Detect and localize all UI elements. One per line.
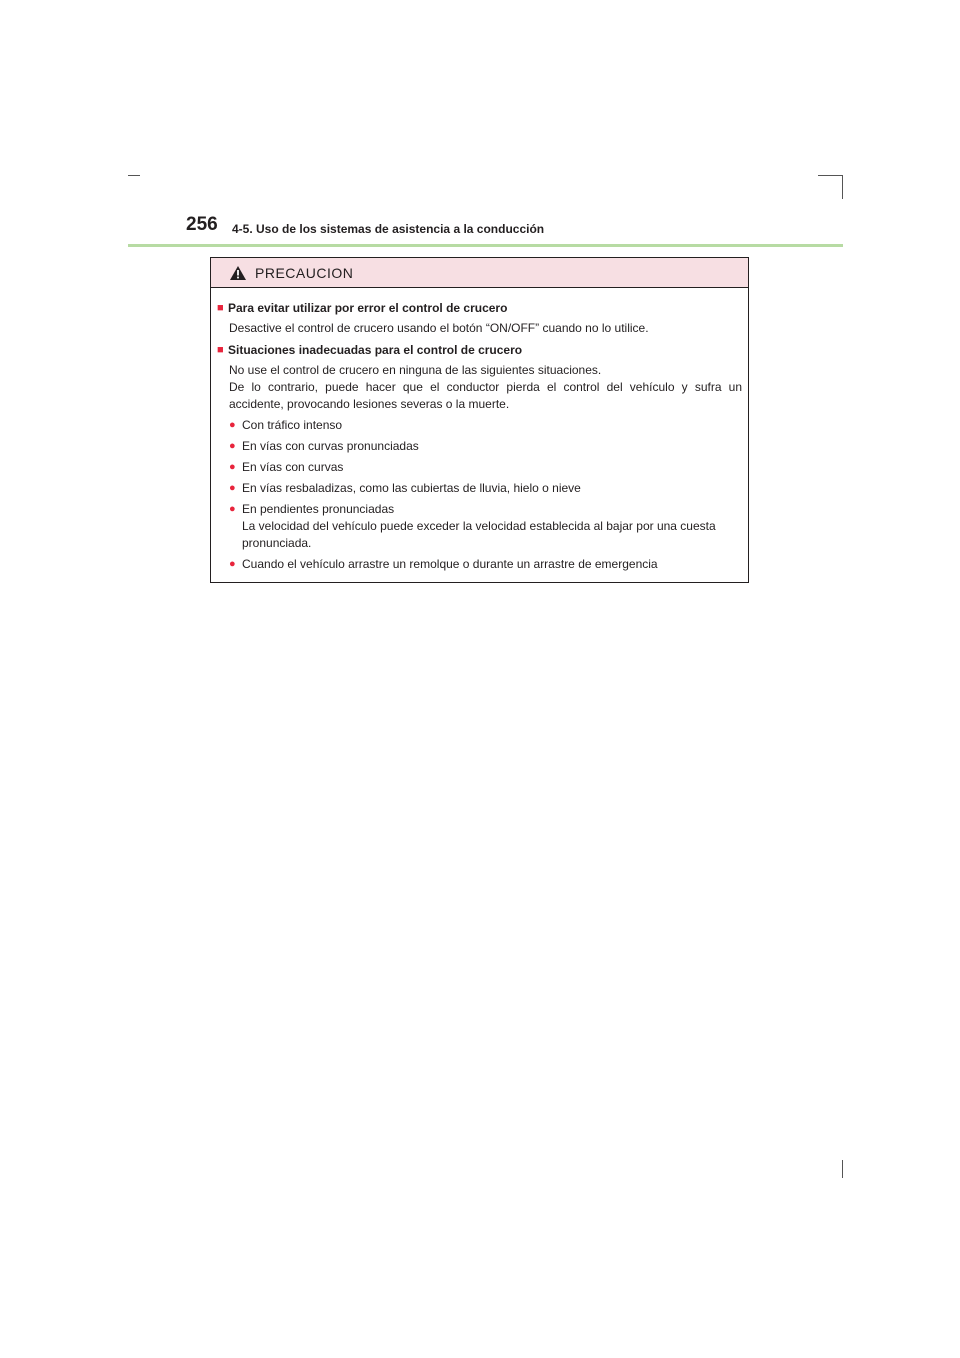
section-heading bbox=[217, 300, 742, 317]
section-text bbox=[217, 362, 742, 413]
section-heading bbox=[217, 342, 742, 359]
list-item bbox=[217, 459, 742, 476]
list-item-content bbox=[242, 501, 742, 552]
list-item-text: Con tráfico intenso bbox=[242, 418, 343, 432]
header-rule bbox=[128, 244, 843, 247]
square-bullet-icon: ■ bbox=[217, 344, 224, 356]
list-item bbox=[217, 480, 742, 497]
list-item bbox=[217, 438, 742, 455]
list-item-detail: La velocidad del vehículo puede exceder la velocidad establecida al bajar por una cuesta pronunciada. bbox=[242, 519, 716, 550]
list-item bbox=[217, 501, 742, 552]
crop-mark-bottom-right bbox=[842, 1160, 843, 1178]
crop-mark-top-left bbox=[128, 175, 140, 176]
crop-mark-top-right-v bbox=[842, 175, 843, 199]
round-bullet-icon: ● bbox=[229, 461, 236, 473]
section-heading-text: Situaciones inadecuadas para el control de crucero bbox=[228, 343, 523, 357]
list-item-text: Cuando el vehículo arrastre un remolque o durante un arrastre de emergencia bbox=[242, 557, 658, 571]
round-bullet-icon: ● bbox=[229, 440, 236, 452]
list-item bbox=[217, 556, 742, 573]
section-heading-text: Para evitar utilizar por error el control de crucero bbox=[228, 301, 508, 315]
list-item-text: En vías con curvas bbox=[242, 460, 344, 474]
page-number: 256 bbox=[186, 214, 218, 235]
round-bullet-icon: ● bbox=[229, 482, 236, 494]
list-item-text: En pendientes pronunciadas bbox=[242, 502, 395, 516]
warning-triangle-icon bbox=[229, 265, 247, 281]
list-item bbox=[217, 417, 742, 434]
square-bullet-icon: ■ bbox=[217, 302, 224, 314]
precaution-title: PRECAUCION bbox=[255, 264, 354, 281]
precaution-body bbox=[211, 288, 748, 573]
section-title: 4-5. Uso de los sistemas de asistencia a la conducción bbox=[232, 222, 545, 236]
section-text-line: No use el control de crucero en ninguna de las siguientes situaciones. bbox=[229, 363, 602, 377]
list-item-text: En vías con curvas pronunciadas bbox=[242, 439, 419, 453]
round-bullet-icon: ● bbox=[229, 558, 236, 570]
section-text: Desactive el control de crucero usando el botón “ON/OFF” cuando no lo utilice. bbox=[229, 321, 649, 335]
list-item-text: En vías resbaladizas, como las cubiertas de lluvia, hielo o nieve bbox=[242, 481, 581, 495]
precaution-box bbox=[210, 257, 749, 583]
round-bullet-icon: ● bbox=[229, 419, 236, 431]
precaution-header bbox=[211, 258, 748, 288]
section-text-line: De lo contrario, puede hacer que el conductor pierda el control del vehículo y sufra un accidente, provocando lesiones severas o la muerte. bbox=[229, 380, 742, 411]
crop-mark-top-right-h bbox=[818, 175, 842, 176]
round-bullet-icon: ● bbox=[229, 503, 236, 515]
